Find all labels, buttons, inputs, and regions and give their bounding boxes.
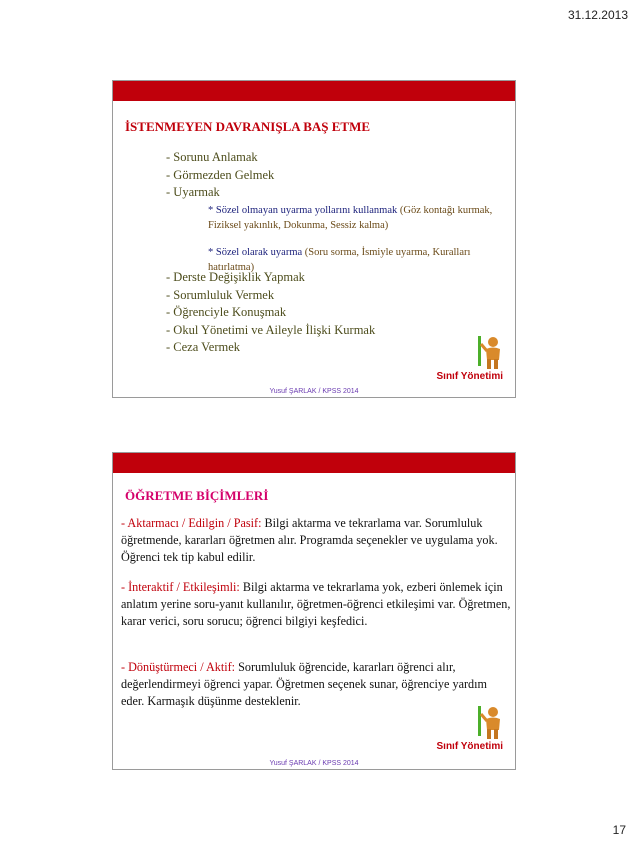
list-item: - Ceza Vermek xyxy=(166,340,241,354)
paragraph-lead: - İnteraktif / Etkileşimli: xyxy=(121,580,240,594)
paragraph-text: Bilgi aktarma ve tekrarlama yok, ezberi önlemek için anlatım yerine soru-yanıt kullanılır, öğretmen-öğrenci etkileşimi var. Öğretmen, karar verici, soru sorucu; öğrenci bilgiyi keşfedici. xyxy=(121,580,511,628)
teacher-figure-icon xyxy=(473,704,507,740)
slide-footer: Yusuf ŞARLAK / KPSS 2014 xyxy=(269,388,359,395)
document-date: 31.12.2013 xyxy=(567,8,628,22)
sub-item-detail: (Göz kontağı kurmak, Fiziksel yakınlık, Dokunma, Sessiz kalma) xyxy=(208,205,493,231)
slide-header-bar xyxy=(113,453,515,473)
slide-title: ÖĞRETME BİÇİMLERİ xyxy=(125,488,269,503)
teaching-style-passive xyxy=(121,515,511,566)
list-item: - Sorumluluk Vermek xyxy=(166,287,275,302)
sub-item-detail: (Soru sorma, İsmiyle uyarma, Kuralları hatırlatma) xyxy=(208,247,471,273)
sub-item-highlight: * Sözel olarak uyarma xyxy=(208,247,303,258)
paragraph-text: Bilgi aktarma ve tekrarlama var. Sorumluluk öğretmende, kararları öğretmen alır. Programda seçenekler ve uygulama yok. Öğrenci tek tip kabul edilir. xyxy=(121,516,498,564)
slide-2 xyxy=(112,452,516,770)
page-number: 17 xyxy=(612,823,626,837)
slide-footer: Yusuf ŞARLAK / KPSS 2014 xyxy=(269,760,359,767)
paragraph-lead: - Dönüştürmeci / Aktif: xyxy=(121,660,236,674)
sub-item-nonverbal xyxy=(208,203,498,233)
list-item: - Öğrenciyle Konuşmak xyxy=(166,305,287,319)
teaching-style-active xyxy=(121,659,511,710)
slide-title: İSTENMEYEN DAVRANIŞLA BAŞ ETME xyxy=(125,119,371,134)
teacher-figure-icon xyxy=(473,334,507,370)
strategy-list-continued xyxy=(166,269,375,357)
sub-item-highlight: * Sözel olmayan uyarma yollarını kullanmak xyxy=(208,205,398,216)
brand-label: Sınıf Yönetimi xyxy=(436,741,503,752)
list-item: - Derste Değişiklik Yapmak xyxy=(166,270,305,284)
list-item: - Uyarmak xyxy=(166,185,220,199)
teaching-style-interactive xyxy=(121,579,511,630)
list-item: - Okul Yönetimi ve Aileyle İlişki Kurmak xyxy=(166,322,376,337)
slide-header-bar xyxy=(113,81,515,101)
paragraph-lead: - Aktarmacı / Edilgin / Pasif: xyxy=(121,516,262,530)
list-item: - Sorunu Anlamak xyxy=(166,150,258,164)
brand-label: Sınıf Yönetimi xyxy=(436,371,503,382)
slide-1 xyxy=(112,80,516,398)
strategy-list xyxy=(166,149,274,202)
list-item: - Görmezden Gelmek xyxy=(166,167,275,182)
paragraph-text: Sorumluluk öğrencide, kararları öğrenci alır, değerlendirmeyi öğrenci yapar. Öğretmen seçenek sunar, öğrenciye yardım eder. Karmaşık düşünme desteklenir. xyxy=(121,660,487,708)
